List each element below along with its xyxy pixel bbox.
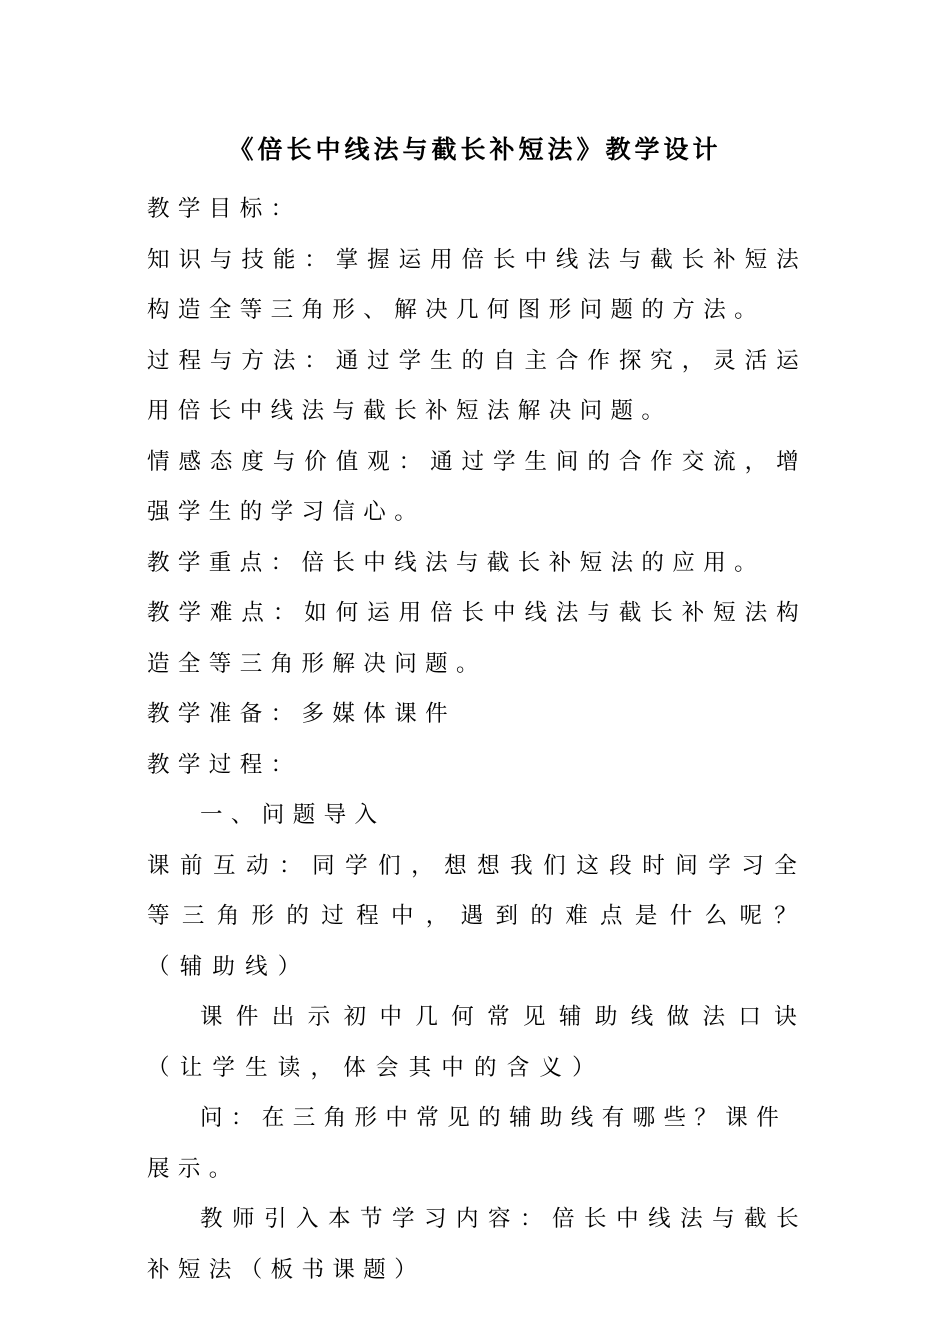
paragraph-lesson-intro: 教师引入本节学习内容：倍长中线法与截长补短法（板书课题） bbox=[147, 1206, 807, 1283]
paragraph-preparation: 教学准备：多媒体课件 bbox=[147, 701, 457, 727]
document-body bbox=[147, 184, 807, 1295]
paragraph-question: 问：在三角形中常见的辅助线有哪些？课件展示。 bbox=[147, 1105, 788, 1182]
paragraph-process-method: 过程与方法：通过学生的自主合作探究，灵活运用倍长中线法与截长补短法解决问题。 bbox=[147, 347, 807, 424]
paragraph-knowledge-skills: 知识与技能：掌握运用倍长中线法与截长补短法构造全等三角形、解决几何图形问题的方法。 bbox=[147, 246, 807, 323]
paragraph-pre-class-interaction: 课前互动：同学们，想想我们这段时间学习全等三角形的过程中，遇到的难点是什么呢？（辅助线） bbox=[147, 852, 807, 980]
paragraph-teaching-process: 教学过程： bbox=[147, 751, 302, 778]
paragraph-key-points: 教学重点：倍长中线法与截长补短法的应用。 bbox=[147, 549, 766, 576]
section-heading-problem-intro: 一、问题导入 bbox=[200, 802, 386, 828]
paragraph-courseware-display: 课件出示初中几何常见辅助线做法口诀（让学生读，体会其中的含义） bbox=[147, 1004, 807, 1081]
paragraph-difficulties: 教学难点：如何运用倍长中线法与截长补短法构造全等三角形解决问题。 bbox=[147, 600, 807, 677]
paragraph-emotion-attitude: 情感态度与价值观：通过学生间的合作交流，增强学生的学习信心。 bbox=[147, 448, 807, 525]
paragraph-teaching-goals: 教学目标： bbox=[147, 196, 302, 222]
document-title: 《倍长中线法与截长补短法》教学设计 bbox=[228, 135, 722, 164]
